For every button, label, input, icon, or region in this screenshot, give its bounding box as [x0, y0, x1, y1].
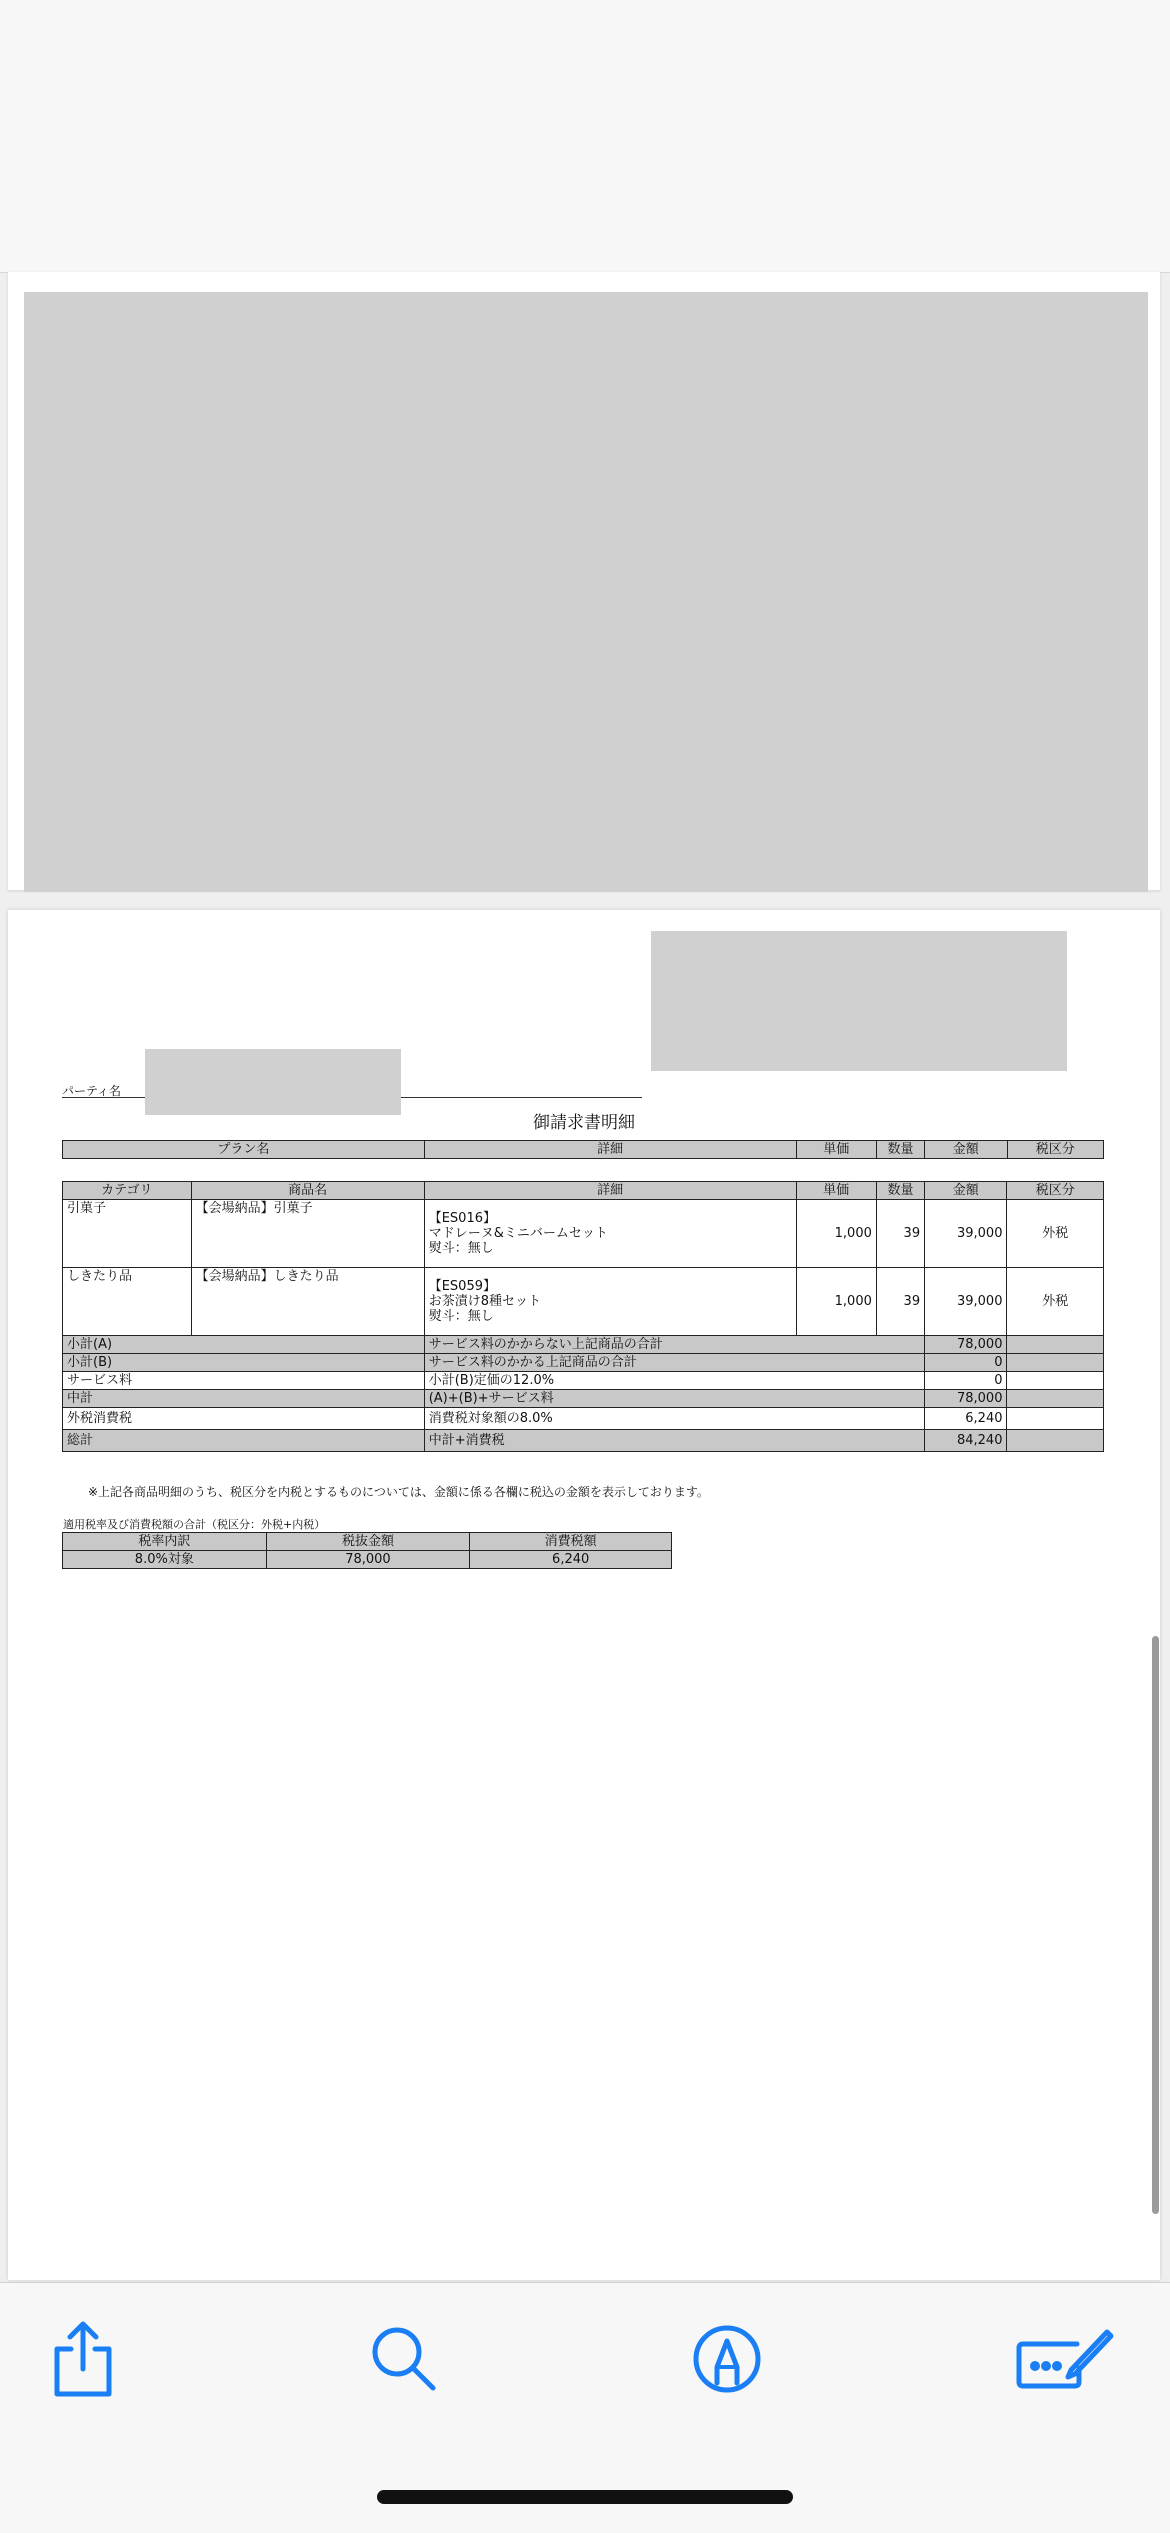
summary-empty — [1007, 1336, 1104, 1354]
pdf-page-1 — [8, 272, 1160, 890]
table-row — [63, 1200, 1104, 1268]
markup-button[interactable] — [687, 2319, 767, 2399]
header-amount: 金額 — [925, 1141, 1007, 1159]
cell-amount: 39,000 — [925, 1200, 1007, 1268]
summary-empty — [1007, 1390, 1104, 1408]
share-icon — [50, 2319, 116, 2399]
markup-icon — [691, 2323, 763, 2395]
share-button[interactable] — [43, 2319, 123, 2399]
cell-product: 【会場納品】引菓子 — [191, 1200, 424, 1268]
detail-name: マドレーヌ&ミニバームセット — [428, 1226, 608, 1241]
tax-summary-header — [63, 1533, 672, 1551]
party-label: パーティ名 — [62, 1084, 122, 1098]
table-row — [63, 1268, 1104, 1336]
cell-detail — [424, 1268, 796, 1336]
detail-name: お茶漬け8種セット — [428, 1294, 541, 1309]
scrollbar[interactable] — [1152, 1636, 1159, 2214]
header-tax-type: 税区分 — [1007, 1182, 1104, 1200]
summary-row-midtotal — [63, 1390, 1104, 1408]
cell-quantity: 39 — [876, 1200, 924, 1268]
summary-desc: 中計+消費税 — [424, 1430, 924, 1452]
signature-icon — [1015, 2326, 1115, 2392]
cell-unit-price: 1,000 — [796, 1268, 876, 1336]
header-quantity: 数量 — [876, 1141, 924, 1159]
detail-code: 【ES016】 — [428, 1211, 496, 1226]
tax-note: ※上記各商品明細のうち、税区分を内税とするものについては、金額に係る各欄に税込の金額を表示しております。 — [88, 1485, 709, 1499]
redacted-area — [651, 931, 1067, 1071]
items-table — [62, 1181, 1104, 1452]
detail-noshi: 熨斗：無し — [428, 1241, 494, 1256]
summary-amount: 84,240 — [925, 1430, 1007, 1452]
cell-pre-tax-amount: 78,000 — [266, 1551, 470, 1569]
header-unit-price: 単価 — [796, 1182, 876, 1200]
plan-table — [62, 1140, 1104, 1159]
cell-quantity: 39 — [876, 1268, 924, 1336]
summary-row-tax — [63, 1408, 1104, 1430]
header-unit-price: 単価 — [796, 1141, 876, 1159]
table-row — [63, 1551, 672, 1569]
cell-tax-type: 外税 — [1007, 1200, 1104, 1268]
detail-code: 【ES059】 — [428, 1279, 496, 1294]
header-category: カテゴリ — [63, 1182, 192, 1200]
summary-amount: 0 — [925, 1372, 1007, 1390]
items-table-header — [63, 1182, 1104, 1200]
cell-tax-amount: 6,240 — [470, 1551, 672, 1569]
header-plan-name: プラン名 — [63, 1141, 425, 1159]
summary-row-grand-total — [63, 1430, 1104, 1452]
top-bar — [0, 0, 1170, 273]
summary-desc: サービス料のかからない上記商品の合計 — [424, 1336, 924, 1354]
tax-summary-caption: 適用税率及び消費税額の合計（税区分：外税+内税） — [63, 1518, 326, 1531]
summary-amount: 0 — [925, 1354, 1007, 1372]
summary-desc: 消費税対象額の8.0% — [424, 1408, 924, 1430]
header-quantity: 数量 — [876, 1182, 924, 1200]
summary-empty — [1007, 1372, 1104, 1390]
search-button[interactable] — [364, 2319, 444, 2399]
header-tax-amount: 消費税額 — [470, 1533, 672, 1551]
header-product: 商品名 — [191, 1182, 424, 1200]
summary-label: 外税消費税 — [63, 1408, 425, 1430]
detail-noshi: 熨斗：無し — [428, 1309, 494, 1324]
document-title: 御請求書明細 — [533, 1113, 635, 1133]
summary-desc: サービス料のかかる上記商品の合計 — [424, 1354, 924, 1372]
summary-label: 総計 — [63, 1430, 425, 1452]
summary-row-subtotal-b — [63, 1354, 1104, 1372]
header-detail: 詳細 — [424, 1182, 796, 1200]
cell-amount: 39,000 — [925, 1268, 1007, 1336]
summary-empty — [1007, 1354, 1104, 1372]
pdf-page-2 — [8, 910, 1160, 2280]
summary-desc: 小計(B)定価の12.0% — [424, 1372, 924, 1390]
summary-row-service-fee — [63, 1372, 1104, 1390]
summary-amount: 78,000 — [925, 1390, 1007, 1408]
summary-empty — [1007, 1408, 1104, 1430]
header-detail: 詳細 — [424, 1141, 796, 1159]
cell-detail — [424, 1200, 796, 1268]
search-icon — [369, 2324, 439, 2394]
redacted-area — [24, 292, 1148, 892]
header-tax-rate: 税率内訳 — [63, 1533, 267, 1551]
summary-row-subtotal-a — [63, 1336, 1104, 1354]
summary-amount: 78,000 — [925, 1336, 1007, 1354]
header-tax-type: 税区分 — [1007, 1141, 1104, 1159]
cell-tax-type: 外税 — [1007, 1268, 1104, 1336]
summary-empty — [1007, 1430, 1104, 1452]
cell-category: 引菓子 — [63, 1200, 192, 1268]
tax-summary-table — [62, 1532, 672, 1569]
summary-amount: 6,240 — [925, 1408, 1007, 1430]
summary-label: サービス料 — [63, 1372, 425, 1390]
header-pre-tax-amount: 税抜金額 — [266, 1533, 470, 1551]
plan-table-header — [63, 1141, 1104, 1159]
cell-tax-rate: 8.0%対象 — [63, 1551, 267, 1569]
summary-label: 中計 — [63, 1390, 425, 1408]
summary-label: 小計(B) — [63, 1354, 425, 1372]
header-amount: 金額 — [925, 1182, 1007, 1200]
cell-product: 【会場納品】しきたり品 — [191, 1268, 424, 1336]
cell-category: しきたり品 — [63, 1268, 192, 1336]
cell-unit-price: 1,000 — [796, 1200, 876, 1268]
summary-label: 小計(A) — [63, 1336, 425, 1354]
signature-button[interactable] — [1010, 2319, 1120, 2399]
summary-desc: (A)+(B)+サービス料 — [424, 1390, 924, 1408]
redacted-party-name — [145, 1049, 401, 1115]
home-indicator[interactable] — [377, 2490, 793, 2504]
